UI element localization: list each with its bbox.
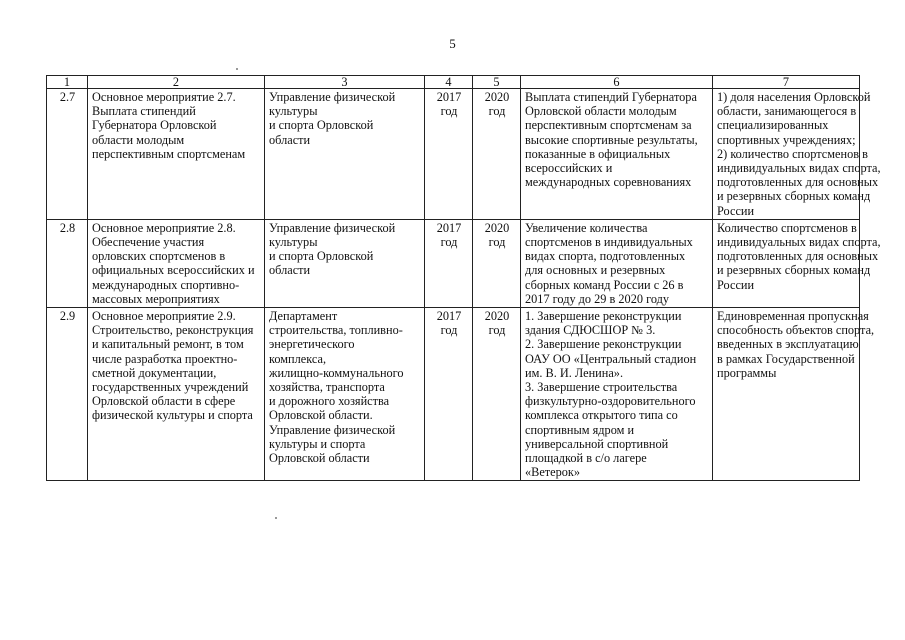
- column-header: 1: [47, 76, 88, 89]
- column-header: 7: [713, 76, 860, 89]
- scan-speck: [236, 68, 238, 70]
- executor-cell: Управление физической культуры и спорта Орловской области: [265, 219, 425, 307]
- end-year-cell: 2020 год: [473, 308, 521, 481]
- row-number: 2.9: [47, 308, 88, 481]
- header-row: [47, 76, 860, 89]
- start-year-cell: 2017 год: [425, 89, 473, 220]
- activity-cell: Основное мероприятие 2.9. Строительство, реконструкция и капитальный ремонт, в том числе разработка проектно- сметной документации, государственных учреждений Орловской области в сфере физической культуры и спорта: [88, 308, 265, 481]
- activity-cell: Основное мероприятие 2.8. Обеспечение участия орловских спортсменов в официальных всероссийских и международных спортивно- массовых мероприятиях: [88, 219, 265, 307]
- program-activities-table: [46, 75, 881, 481]
- indicator-cell: 1) доля населения Орловской области, занимающегося в специализированных спортивных учреждениях; 2) количество спортсменов в индивидуальных видах спорта, подготовленных для основных и резервных сборных команд России: [713, 89, 860, 220]
- start-year-cell: 2017 год: [425, 308, 473, 481]
- indicator-cell: Единовременная пропускная способность объектов спорта, введенных в эксплуатацию в рамках Государственной программы: [713, 308, 860, 481]
- table-row: [47, 308, 860, 481]
- end-year-cell: 2020 год: [473, 89, 521, 220]
- expected-result-cell: Увеличение количества спортсменов в индивидуальных видах спорта, подготовленных для основных и резервных сборных команд России с 26 в 2017 году до 29 в 2020 году: [521, 219, 713, 307]
- activity-cell: Основное мероприятие 2.7. Выплата стипендий Губернатора Орловской области молодым перспективным спортсменам: [88, 89, 265, 220]
- column-header: 2: [88, 76, 265, 89]
- expected-result-cell: Выплата стипендий Губернатора Орловской области молодым перспективным спортсменам за высокие спортивные результаты, показанные в официальных всероссийских и международных соревнованиях: [521, 89, 713, 220]
- executor-cell: Департамент строительства, топливно- энергетического комплекса, жилищно-коммунального хозяйства, транспорта и дорожного хозяйства Орловской области. Управление физической культуры и спорта Орловской области: [265, 308, 425, 481]
- expected-result-cell: 1. Завершение реконструкции здания СДЮСШОР № 3. 2. Завершение реконструкции ОАУ ОО «Центральный стадион им. В. И. Ленина». 3. Завершение строительства физкультурно-оздоровительного комплекса открытого типа со спортивным ядром и универсальной спортивной площадкой в с/о лагере «Ветерок»: [521, 308, 713, 481]
- indicator-cell: Количество спортсменов в индивидуальных видах спорта, подготовленных для основных и резервных сборных команд России: [713, 219, 860, 307]
- end-year-cell: 2020 год: [473, 219, 521, 307]
- table-row: [47, 89, 860, 220]
- row-number: 2.7: [47, 89, 88, 220]
- column-header: 3: [265, 76, 425, 89]
- start-year-cell: 2017 год: [425, 219, 473, 307]
- row-number: 2.8: [47, 219, 88, 307]
- page-number: 5: [449, 36, 456, 51]
- executor-cell: Управление физической культуры и спорта Орловской области: [265, 89, 425, 220]
- table-row: [47, 219, 860, 307]
- scan-speck: [275, 517, 277, 519]
- column-header: 6: [521, 76, 713, 89]
- column-header: 4: [425, 76, 473, 89]
- column-header: 5: [473, 76, 521, 89]
